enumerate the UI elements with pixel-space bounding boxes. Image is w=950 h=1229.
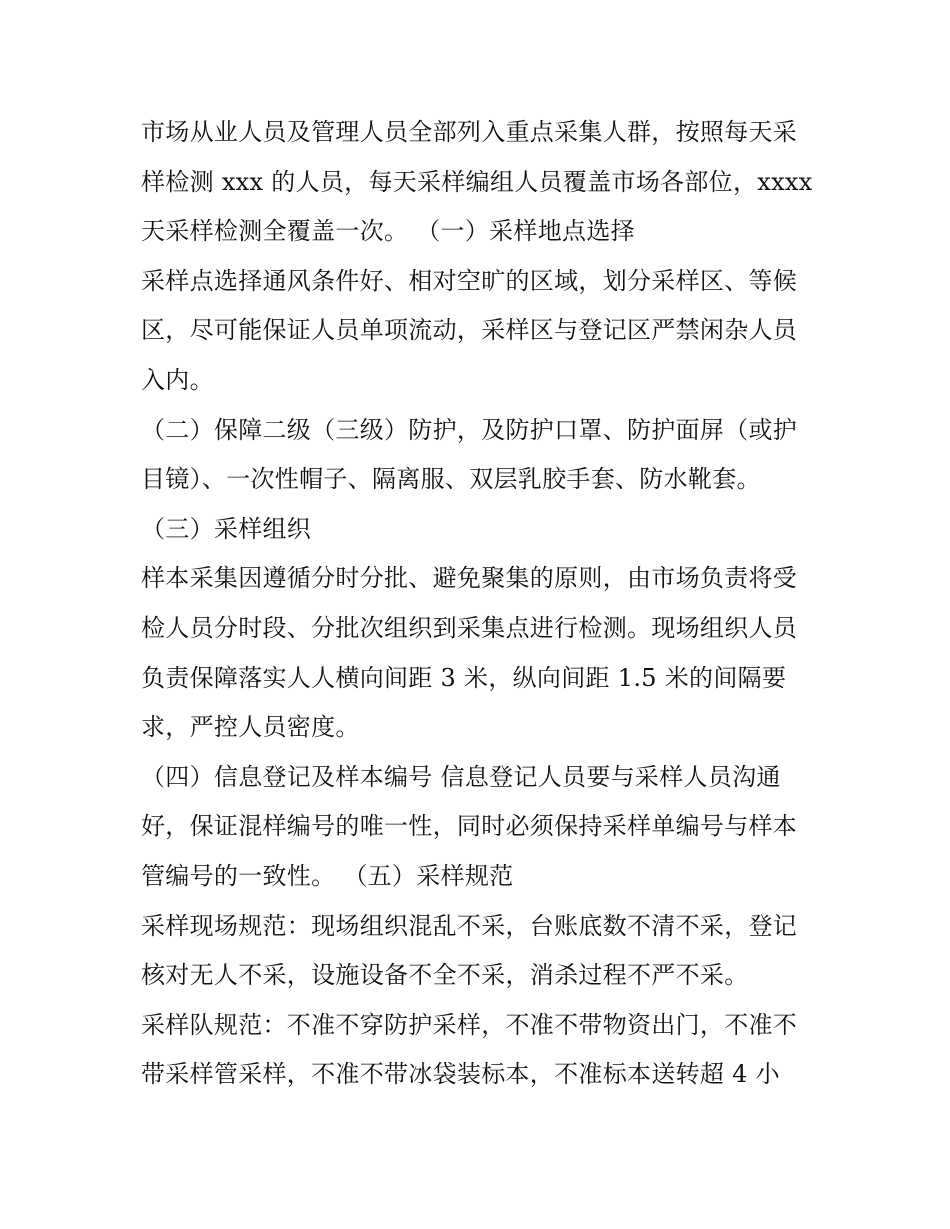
text-line: 负责保障落实人人横向间距 3 米，纵向间距 1.5 米的间隔要 [141, 663, 787, 692]
document-body [141, 108, 821, 1100]
text-line: 目镜）、一次性帽子、隔离服、双层乳胶手套、防水靴套。 [141, 465, 761, 494]
text-line: 样本采集因遵循分时分批、避免聚集的原则，由市场负责将受 [141, 564, 798, 593]
text-line: （二）保障二级（三级）防护，及防护口罩、防护面屏（或护 [141, 415, 798, 444]
text-line: 求，严控人员密度。 [141, 713, 360, 742]
text-line: （三）采样组织 [141, 514, 312, 543]
text-line: 入内。 [141, 365, 214, 394]
text-line: （四）信息登记及样本编号 信息登记人员要与采样人员沟通 [141, 762, 781, 791]
text-line: 区，尽可能保证人员单项流动，采样区与登记区严禁闲杂人员 [141, 316, 798, 345]
text-line: 核对无人不采，设施设备不全不采，消杀过程不严不采。 [141, 961, 749, 990]
text-line: 采样现场规范：现场组织混乱不采，台账底数不清不采，登记 [141, 911, 798, 940]
text-line: 好，保证混样编号的唯一性，同时必须保持采样单编号与样本 [141, 812, 798, 841]
text-line: 市场从业人员及管理人员全部列入重点采集人群，按照每天采 [141, 118, 798, 146]
text-line: 管编号的一致性。 （五）采样规范 [141, 861, 514, 890]
text-line: 带采样管采样，不准不带冰袋装标本，不准标本送转超 4 小 [141, 1060, 780, 1089]
text-line: 检人员分时段、分批次组织到采集点进行检测。现场组织人员 [141, 613, 798, 642]
text-line: 采样队规范：不准不穿防护采样，不准不带物资出门，不准不 [141, 1010, 798, 1039]
text-line: 采样点选择通风条件好、相对空旷的区域，划分采样区、等候 [141, 266, 798, 295]
text-line: 天采样检测全覆盖一次。 （一）采样地点选择 [141, 217, 635, 246]
text-line: 样检测 xxx 的人员，每天采样编组人员覆盖市场各部位，xxxx [141, 167, 813, 196]
